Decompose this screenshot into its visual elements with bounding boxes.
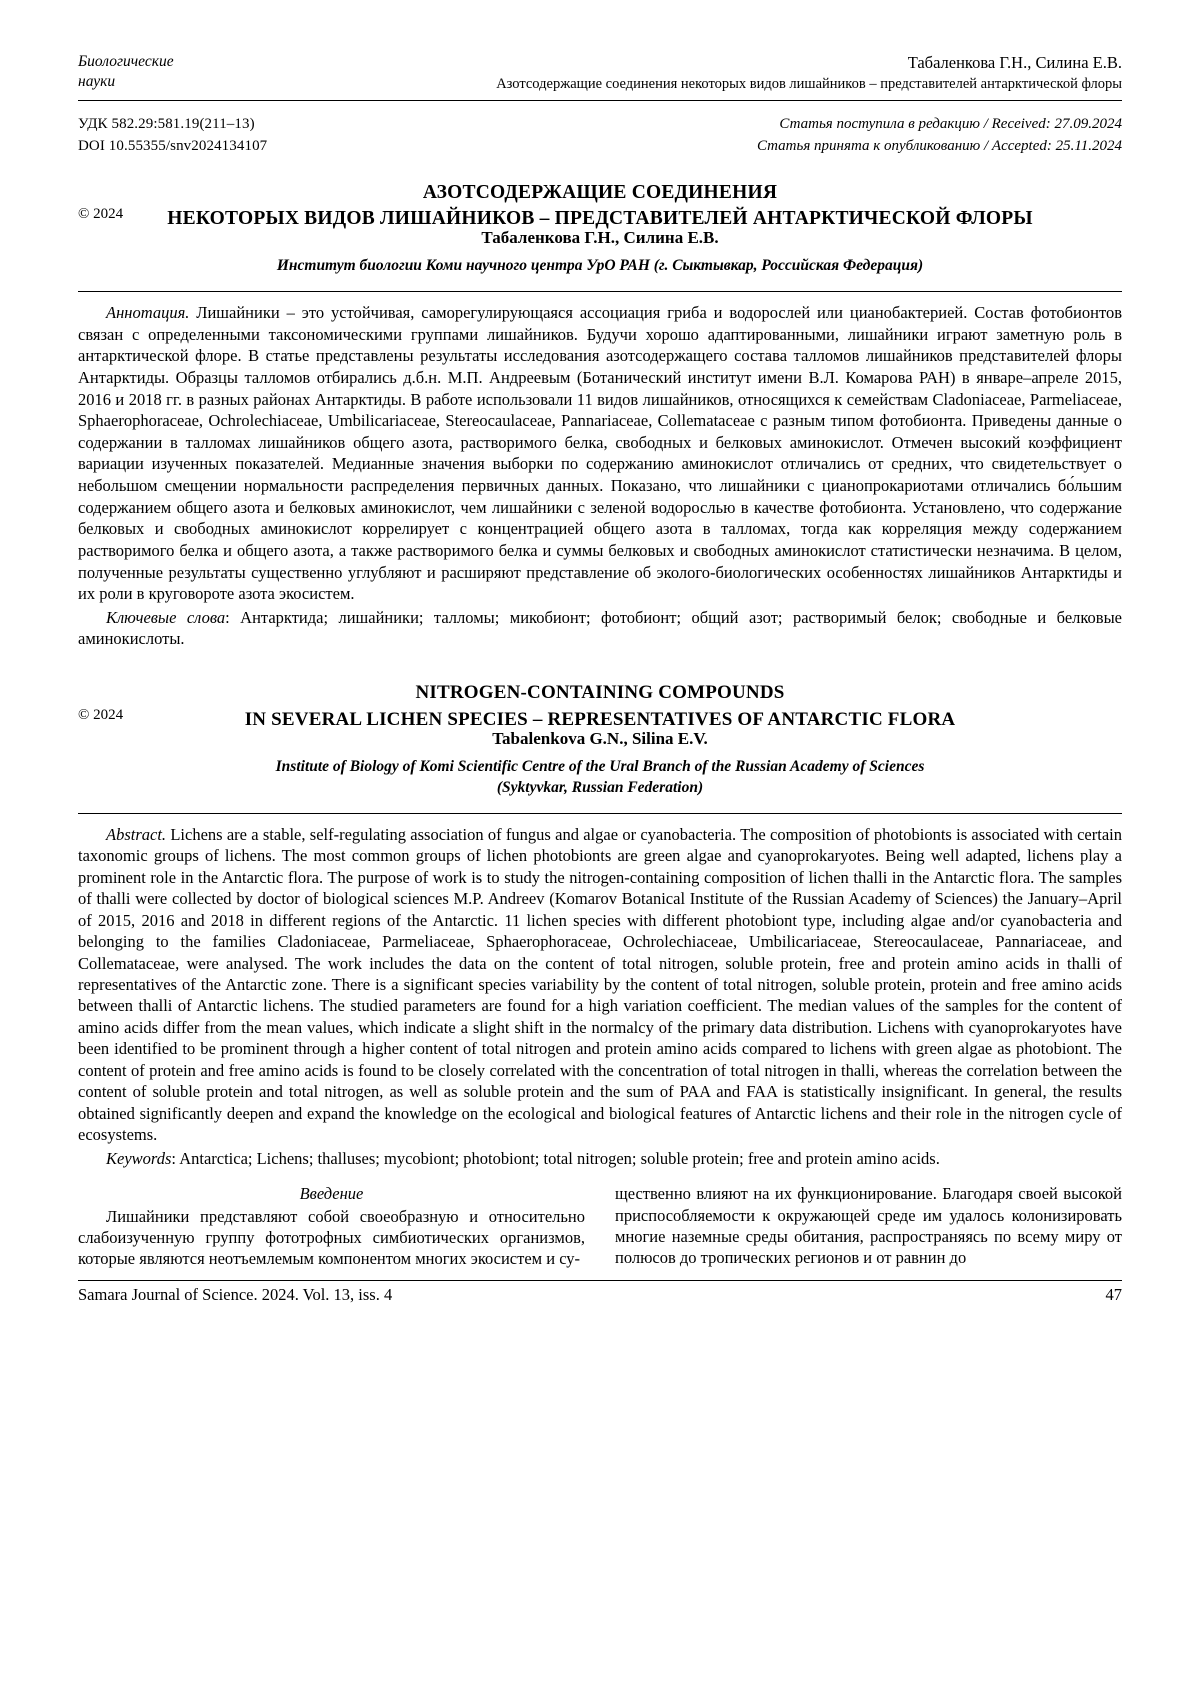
section-heading-introduction: Введение xyxy=(299,1184,364,1204)
running-head-authors: Табаленкова Г.Н., Силина Е.В. xyxy=(907,53,1122,72)
affiliation-ru: Институт биологии Коми научного центра УрО РАН (г. Сыктывкар, Российская Федерация) xyxy=(276,257,924,275)
affiliation-en-line1: Institute of Biology of Komi Scientific Centre of the Ural Branch of the Russian Academy of Sciences xyxy=(275,758,925,776)
meta-identifiers xyxy=(78,113,267,158)
abstract-ru-label: Аннотация. xyxy=(106,303,190,323)
page-footer xyxy=(78,1285,1122,1305)
abstract-ru-divider xyxy=(78,291,1122,292)
accepted-date: Статья принята к опубликованию / Accepted: 25.11.2024 xyxy=(756,138,1122,155)
running-head xyxy=(78,52,1122,94)
header-divider xyxy=(78,100,1122,101)
body-paragraph-right: щественно влияют на их функционирование. Благодаря своей высокой приспособляемости к окружающей среде им удалось колонизировать многие наземные среды обитания, распространяясь по всему миру от полюсов до тропических регионов и от равнин до xyxy=(615,1184,1122,1268)
title-en-line2: IN SEVERAL LICHEN SPECIES – REPRESENTATIVES OF ANTARCTIC FLORA xyxy=(244,708,956,730)
body-column-right xyxy=(615,1183,1122,1270)
body-column-left xyxy=(78,1183,585,1270)
meta-dates xyxy=(757,113,1122,158)
title-ru-line2: НЕКОТОРЫХ ВИДОВ ЛИШАЙНИКОВ – ПРЕДСТАВИТЕЛЕЙ АНТАРКТИЧЕСКОЙ ФЛОРЫ xyxy=(167,207,1033,229)
keywords-ru-text: : Антарктида; лишайники; талломы; микобионт; фотобионт; общий азот; растворимый белок; свободные и белковые аминокислоты. xyxy=(78,607,1123,649)
abstract-en-divider xyxy=(78,813,1122,814)
keywords-ru-label: Ключевые слова xyxy=(106,607,226,627)
title-ru-line1: АЗОТСОДЕРЖАЩИЕ СОЕДИНЕНИЯ xyxy=(422,181,778,203)
running-head-right xyxy=(228,52,1122,94)
affiliation-en xyxy=(78,757,1122,799)
footer-page-number: 47 xyxy=(1105,1284,1122,1304)
abstract-ru-text: Лишайники – это устойчивая, саморегулирующаяся ассоциация гриба и водорослей или цианобактерией. Состав фотобионтов связан с определенными таксономическими группами лишайников. Будучи хорошо адаптированными, лишайники играют заметную роль в антарктической флоре. В статье представлены результаты исследования азотсодержащего состава талломов лишайников представителей флоры Антарктиды. Образцы талломов отбирались д.б.н. М.П. Андреевым (Ботанический институт имени В.Л. Комарова РАН) в январе–апреле 2015, 2016 и 2018 гг. в разных районах Антарктиды. В работе использовали 11 видов лишайников, относящихся к семействам Cladoniaceae, Parmeliaceae, Sphaerophoraceae, Ochrolechiaceae, Umbilicariaceae, Stereocaulaceae, Pannariaceae, Collemataceae с разным типом фотобионта. Приведены данные о содержании в талломах лишайников общего азота, растворимого белка, свободных и белковых аминокислот. Отмечен высокий коэффициент вариации изученных показателей. Медианные значения выборки по содержанию аминокислот отличались от средних, что свидетельствует о небольшом смещении нормальности распределения первичных данных. Показано, что лишайники с цианопрокариотами отличались бо́льшим содержанием общего азота и белковых аминокислот, чем лишайники с зеленой водорослью в качестве фотобионта. Установлено, что содержание белковых и свободных аминокислот коррелирует с концентрацией общего азота в талломах, тогда как корреляция между содержанием растворимого белка и общего азота, а также растворимого белка и суммы белковых и свободных аминокислот статистически незначима. В целом, полученные результаты существенно углубляют и расширяют представление об эколого-биологических особенностях лишайников Антарктиды и их роли в круговороте азота экосистем. xyxy=(78,303,1122,604)
keywords-en xyxy=(78,1148,1122,1170)
abstract-en-text: Lichens are a stable, self-regulating association of fungus and algae or cyanobacteria. The composition of photobionts is associated with certain taxonomic groups of lichens. The most common groups of lichen photobionts are green algae and cyanoprokaryotes. Being well adapted, lichens play a prominent role in the Antarctic flora. The purpose of work is to study the nitrogen-containing composition of lichen thalli in the Antarctic flora. The samples of thalli were collected by doctor of biological sciences M.P. Andreev (Komarov Botanical Institute of the Russian Academy of Sciences) the January–April of 2015, 2016 and 2018 in different regions of the Antarctic. 11 lichen species with different photobiont type, including algae and/or cyanobacteria and belonging to the families Cladoniaceae, Parmeliaceae, Sphaerophoraceae, Ochrolechiaceae, Umbilicariaceae, Stereocaulaceae, Pannariaceae, and Collemataceae, were analysed. The work includes the data on the content of total nitrogen, soluble protein, free and protein amino acids in thalli of representatives of the Antarctic zone. There is a significant species variability by the content of total nitrogen, soluble protein, protein and free amino acids between thalli of Antarctic lichens. The studied parameters are found for a high variation coefficient. The median values of the samples for the content of amino acids differ from the mean values, which indicate a slight shift in the normalcy of the primary data distribution. Lichens with cyanoprokaryotes have been identified to be prominent through a higher content of total nitrogen and protein amino acids compared to lichens with green algae as photobiont. The content of protein and free amino acids is found to be closely correlated with the concentration of total nitrogen in thalli, whereas the correlation between the content of soluble protein and total nitrogen, as well as soluble protein and the sum of PAA and FAA is statistically insignificant. In general, the results obtained significantly deepen and expand the knowledge on the ecological and biological features of Antarctic lichens and their role in the nitrogen cycle of ecosystems. xyxy=(78,824,1122,1145)
footer-journal: Samara Journal of Science. 2024. Vol. 13, iss. 4 xyxy=(78,1284,393,1304)
running-head-left: Биологические науки xyxy=(78,53,174,90)
affiliation-en-line2: (Syktyvkar, Russian Federation) xyxy=(496,779,704,797)
copyright-en: © 2024 xyxy=(78,707,124,724)
keywords-en-label: Keywords xyxy=(106,1148,172,1168)
running-head-article: Азотсодержащие соединения некоторых видов лишайников – представителей антарктической флоры xyxy=(496,76,1122,93)
authors-ru: Табаленкова Г.Н., Силина Е.В. xyxy=(481,228,719,248)
title-en-line1: NITROGEN-CONTAINING COMPOUNDS xyxy=(415,681,785,703)
footer-divider xyxy=(78,1280,1122,1281)
doi-code[interactable]: DOI 10.55355/snv2024134107 xyxy=(78,138,268,155)
keywords-ru xyxy=(78,607,1122,650)
keywords-en-text: : Antarctica; Lichens; thalluses; mycobiont; photobiont; total nitrogen; soluble protein; free and protein amino acids. xyxy=(171,1148,940,1168)
abstract-en-label: Abstract. xyxy=(106,824,167,844)
udk-code: УДК 582.29:581.19(211–13) xyxy=(78,115,255,132)
body-columns xyxy=(78,1183,1122,1270)
authors-en: Tabalenkova G.N., Silina E.V. xyxy=(492,729,708,749)
body-paragraph-left: Лишайники представляют собой своеобразную и относительно слабоизученную группу фототрофных симбиотических организмов, которые являются неотъемлемым компонентом многих экосистем и су- xyxy=(78,1206,585,1269)
abstract-ru xyxy=(78,302,1122,605)
article-meta xyxy=(78,113,1122,158)
received-date: Статья поступила в редакцию / Received: 27.09.2024 xyxy=(779,115,1122,132)
copyright-ru: © 2024 xyxy=(78,206,124,223)
abstract-en xyxy=(78,824,1122,1146)
